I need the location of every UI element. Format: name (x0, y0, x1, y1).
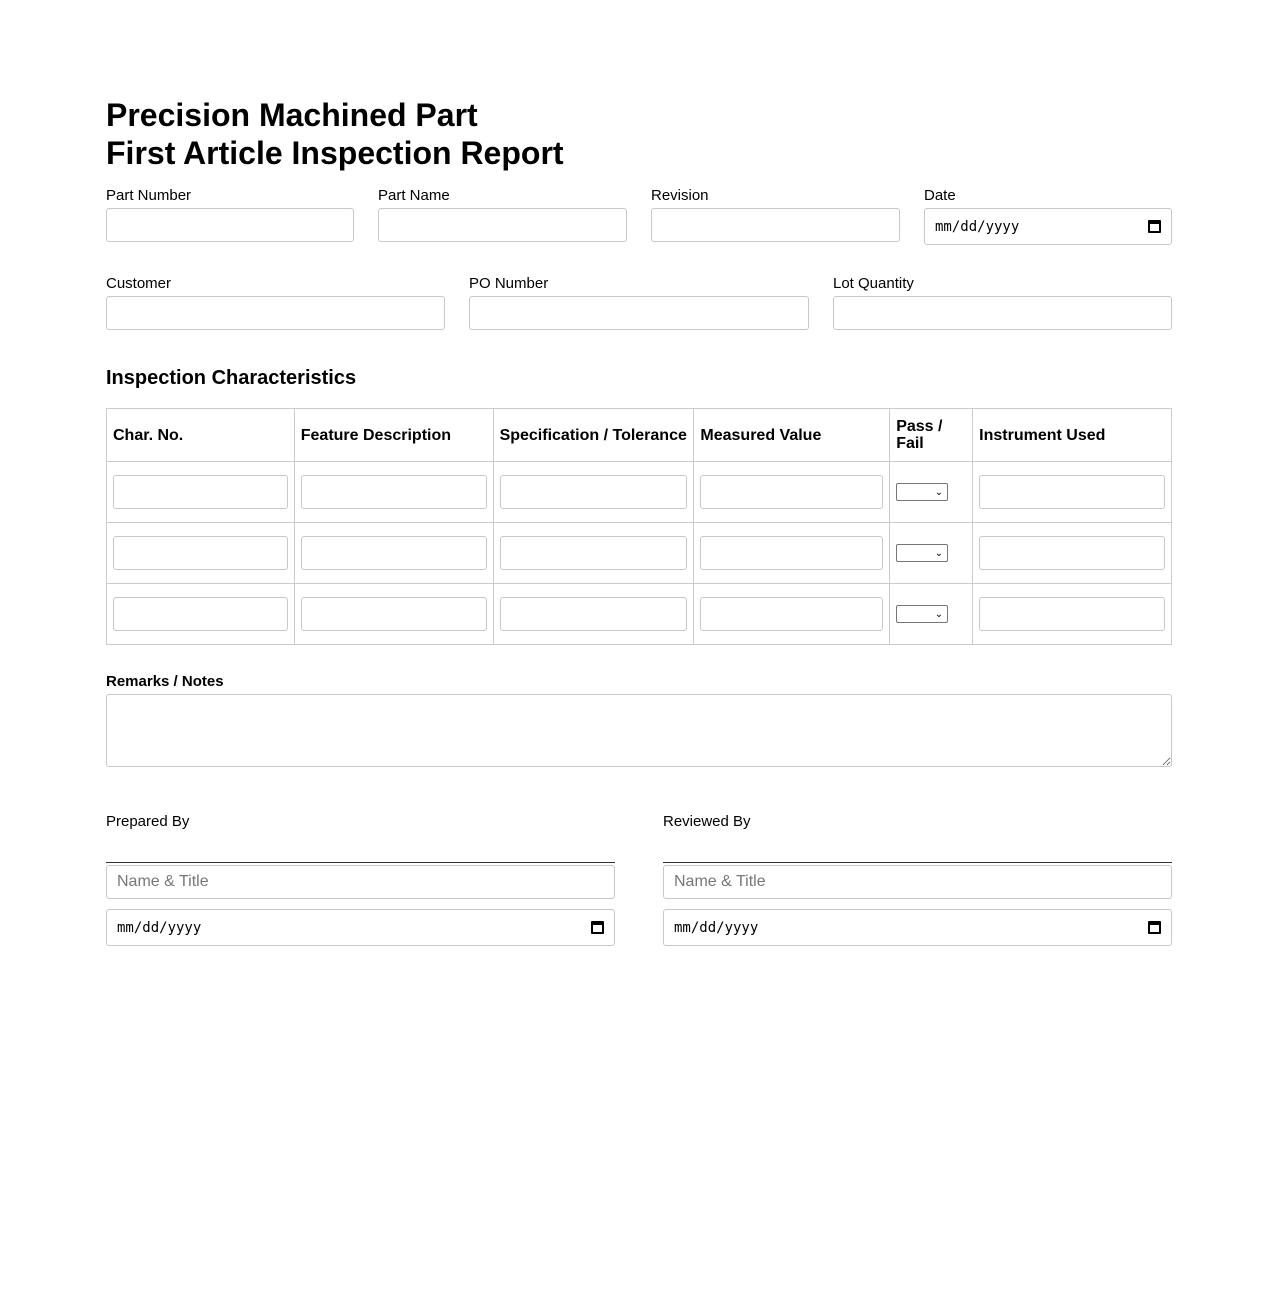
header-specification: Specification / Tolerance (493, 409, 694, 462)
prepared-signature-line (106, 862, 615, 863)
cell-pass-fail (890, 523, 973, 584)
date-placeholder: mm/dd/yyyy (117, 919, 202, 936)
remarks-label: Remarks / Notes (106, 673, 224, 690)
cell-measured-value (694, 523, 890, 584)
cell-feature-description (294, 462, 493, 523)
header-pass-fail: Pass / Fail (890, 409, 973, 462)
cell-measured-value (694, 584, 890, 645)
cell-instrument (973, 462, 1172, 523)
part-name-label: Part Name (378, 187, 450, 204)
header-instrument: Instrument Used (973, 409, 1172, 462)
inspection-table (106, 408, 1172, 645)
header-feature-description: Feature Description (294, 409, 493, 462)
table-row (107, 462, 1172, 523)
chevron-down-icon: ⌄ (934, 547, 944, 559)
measured-value-input[interactable] (700, 536, 883, 570)
lot-quantity-label: Lot Quantity (833, 275, 914, 292)
specification-input[interactable] (500, 475, 688, 509)
part-number-input[interactable] (106, 208, 354, 242)
date-label: Date (924, 187, 956, 204)
page-title (106, 96, 564, 172)
feature-description-input[interactable] (301, 475, 487, 509)
instrument-input[interactable] (979, 475, 1165, 509)
header-measured-value: Measured Value (694, 409, 890, 462)
header-char-no: Char. No. (107, 409, 295, 462)
cell-char-no (107, 462, 295, 523)
remarks-textarea[interactable] (106, 694, 1172, 767)
title-line-2: First Article Inspection Report (106, 135, 564, 171)
calendar-icon[interactable] (591, 921, 604, 934)
cell-specification (493, 584, 694, 645)
cell-char-no (107, 584, 295, 645)
calendar-icon[interactable] (1148, 220, 1161, 233)
cell-feature-description (294, 584, 493, 645)
cell-char-no (107, 523, 295, 584)
calendar-icon[interactable] (1148, 921, 1161, 934)
cell-feature-description (294, 523, 493, 584)
cell-specification (493, 462, 694, 523)
lot-quantity-input[interactable] (833, 296, 1172, 330)
po-number-input[interactable] (469, 296, 809, 330)
reviewed-signature-line (663, 862, 1172, 863)
date-placeholder: mm/dd/yyyy (674, 919, 759, 936)
measured-value-input[interactable] (700, 475, 883, 509)
cell-measured-value (694, 462, 890, 523)
po-number-label: PO Number (469, 275, 549, 292)
date-input[interactable] (924, 208, 1172, 245)
cell-pass-fail (890, 584, 973, 645)
char-no-input[interactable] (113, 536, 288, 570)
pass-fail-select[interactable] (896, 544, 948, 562)
chevron-down-icon: ⌄ (934, 608, 944, 620)
specification-input[interactable] (500, 536, 688, 570)
cell-instrument (973, 584, 1172, 645)
prepared-by-label: Prepared By (106, 813, 190, 830)
reviewed-name-input[interactable] (663, 865, 1172, 899)
pass-fail-select[interactable] (896, 605, 948, 623)
cell-pass-fail (890, 462, 973, 523)
chevron-down-icon: ⌄ (934, 486, 944, 498)
feature-description-input[interactable] (301, 536, 487, 570)
cell-specification (493, 523, 694, 584)
pass-fail-select[interactable] (896, 483, 948, 501)
date-placeholder: mm/dd/yyyy (935, 218, 1020, 235)
prepared-name-input[interactable] (106, 865, 615, 899)
customer-label: Customer (106, 275, 172, 292)
instrument-input[interactable] (979, 597, 1165, 631)
specification-input[interactable] (500, 597, 688, 631)
reviewed-by-label: Reviewed By (663, 813, 751, 830)
prepared-date-input[interactable] (106, 909, 615, 946)
char-no-input[interactable] (113, 475, 288, 509)
part-number-label: Part Number (106, 187, 192, 204)
table-row (107, 523, 1172, 584)
reviewed-date-input[interactable] (663, 909, 1172, 946)
instrument-input[interactable] (979, 536, 1165, 570)
section-title: Inspection Characteristics (106, 367, 357, 389)
table-row (107, 584, 1172, 645)
cell-instrument (973, 523, 1172, 584)
part-name-input[interactable] (378, 208, 627, 242)
char-no-input[interactable] (113, 597, 288, 631)
measured-value-input[interactable] (700, 597, 883, 631)
revision-input[interactable] (651, 208, 900, 242)
feature-description-input[interactable] (301, 597, 487, 631)
revision-label: Revision (651, 187, 709, 204)
customer-input[interactable] (106, 296, 445, 330)
title-line-1: Precision Machined Part (106, 97, 478, 133)
